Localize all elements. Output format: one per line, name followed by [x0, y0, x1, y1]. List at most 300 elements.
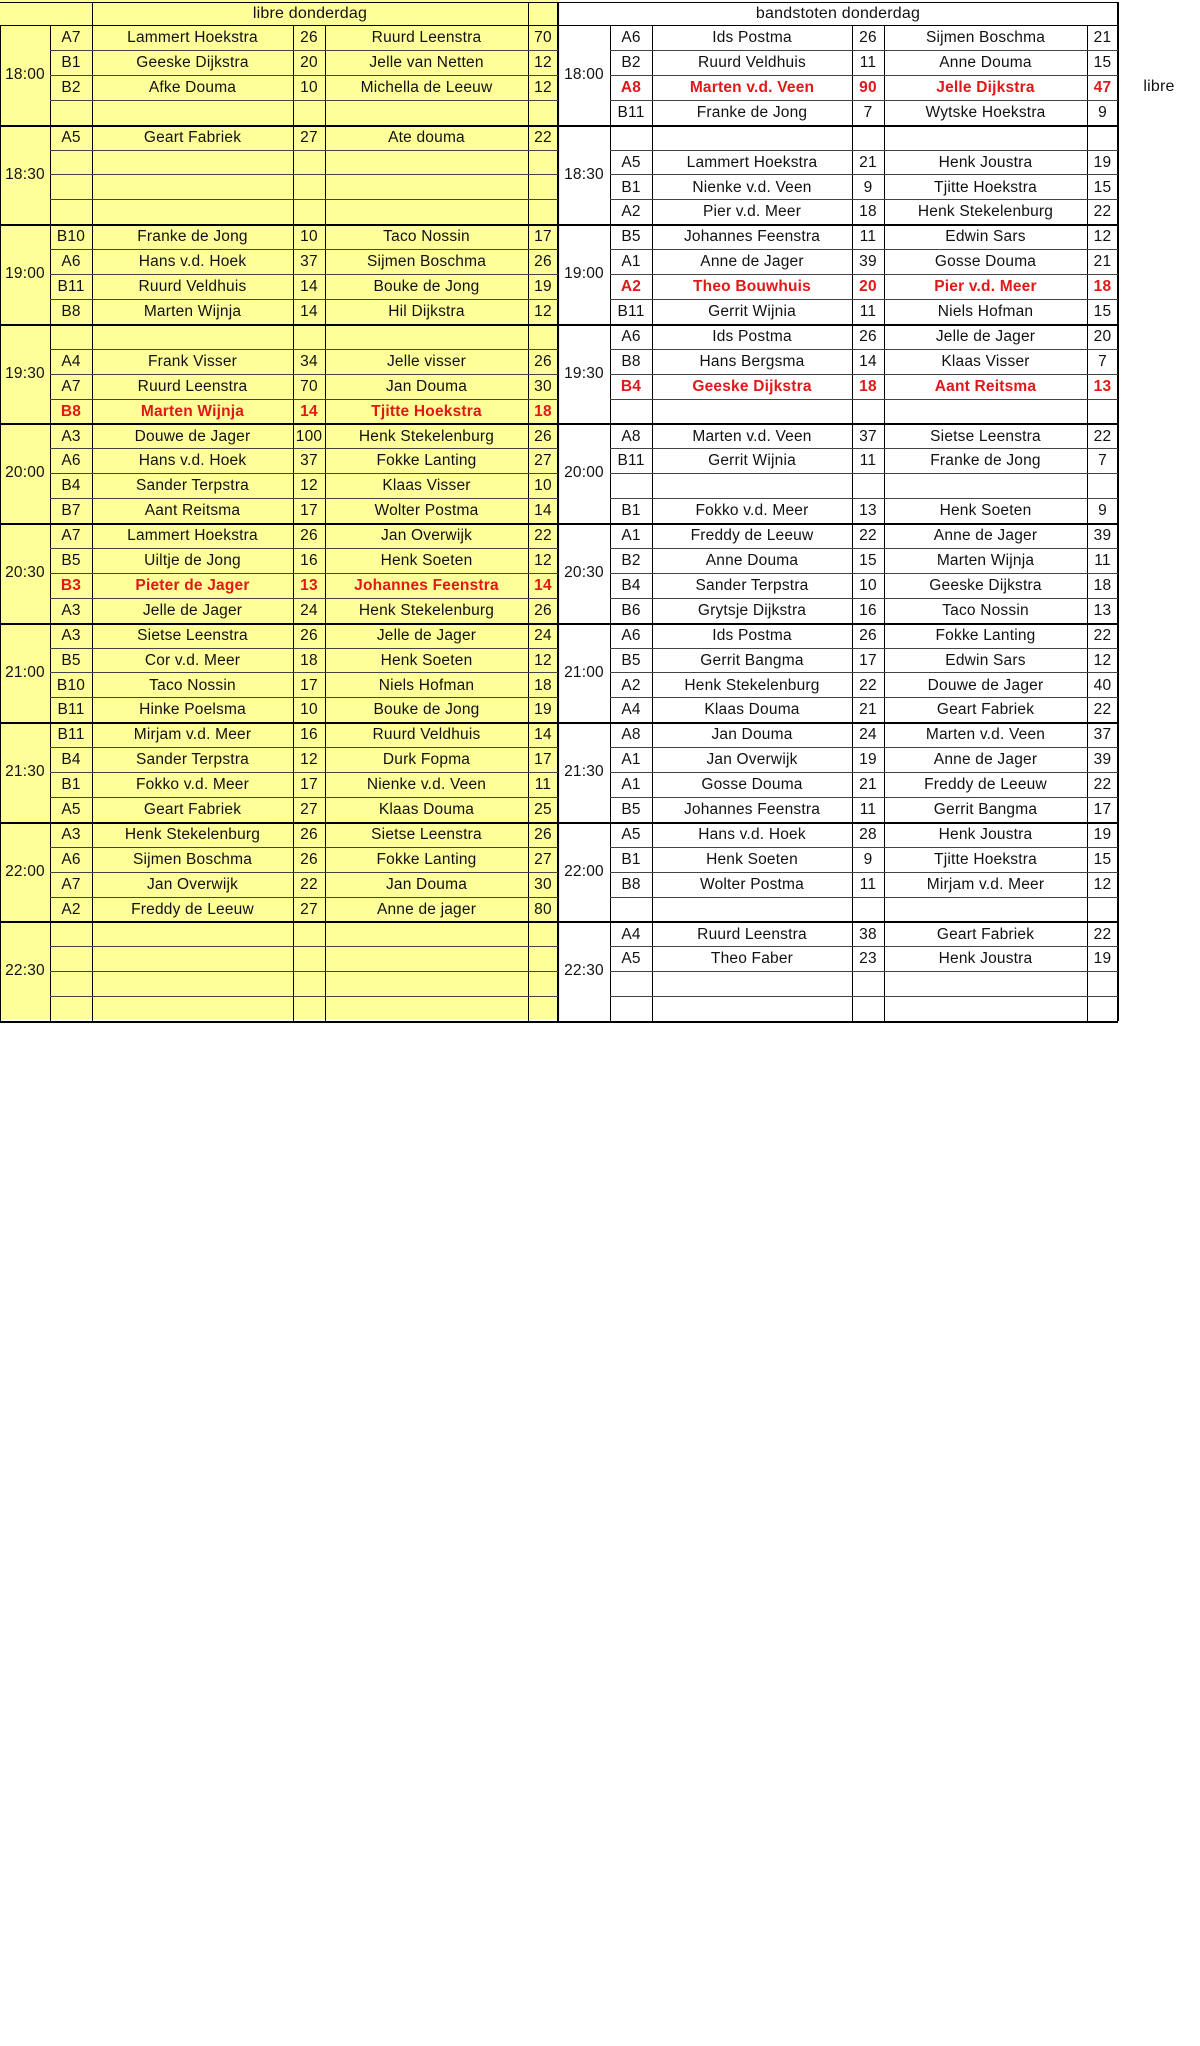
- grid-line: [610, 722, 1118, 724]
- player-two: Jelle van Netten: [369, 54, 484, 72]
- table-code: B2: [621, 552, 641, 570]
- player-two: Jelle visser: [386, 352, 467, 370]
- grid-line: [50, 648, 558, 649]
- player-two-score: 13: [1093, 601, 1112, 619]
- player-two-score: 14: [534, 726, 552, 744]
- player-two-score: 17: [534, 751, 552, 769]
- grid-line: [0, 423, 50, 425]
- player-two-score: 11: [534, 776, 552, 794]
- table-code: A4: [621, 925, 641, 943]
- player-one: Aant Reitsma: [144, 502, 241, 520]
- player-two-score: [1087, 473, 1118, 498]
- table-code: [50, 174, 92, 199]
- player-one: [92, 971, 293, 996]
- grid-line: [610, 324, 1118, 326]
- player-one-score: 17: [300, 776, 318, 794]
- player-two: Jan Overwijk: [380, 527, 473, 545]
- player-one-score: [293, 100, 325, 125]
- grid-line: [50, 150, 558, 151]
- player-one: Jan Overwijk: [706, 751, 798, 769]
- left-time-slot: 18:00: [5, 66, 45, 84]
- player-two: [325, 996, 528, 1021]
- grid-line: [50, 75, 558, 76]
- grid-line: [50, 548, 558, 549]
- player-two-score: 15: [1093, 850, 1112, 868]
- grid-line: [50, 473, 558, 474]
- table-code: B7: [61, 502, 81, 520]
- grid-line: [50, 50, 558, 51]
- player-two: Geart Fabriek: [936, 925, 1035, 943]
- player-one-score: 7: [863, 103, 873, 121]
- table-code: A6: [621, 327, 641, 345]
- table-code: A2: [621, 676, 641, 694]
- player-one-score: 16: [859, 601, 877, 619]
- table-code: B1: [621, 502, 641, 520]
- grid-line: [50, 125, 558, 127]
- player-two: Henk Joustra: [938, 153, 1033, 171]
- player-one: Lammert Hoekstra: [127, 29, 258, 47]
- player-one: Ruurd Leenstra: [697, 925, 807, 943]
- player-two: Fokke Lanting: [376, 452, 477, 470]
- player-one-score: 14: [300, 303, 318, 321]
- table-code: A6: [61, 253, 81, 271]
- player-one: Franke de Jong: [137, 228, 248, 246]
- player-one-score: 70: [300, 377, 318, 395]
- table-code: B11: [617, 303, 645, 321]
- player-one-score: [852, 473, 884, 498]
- player-one-score: [293, 971, 325, 996]
- player-one-score: 26: [859, 29, 877, 47]
- player-one-score: 21: [859, 701, 877, 719]
- table-code: A6: [621, 626, 641, 644]
- table-code: A8: [621, 726, 641, 744]
- player-two-score: 26: [534, 352, 552, 370]
- player-two-score: 15: [1093, 178, 1112, 196]
- player-two-score: [528, 946, 558, 971]
- table-code: [610, 399, 652, 424]
- player-one: [92, 174, 293, 199]
- table-code: B11: [57, 701, 85, 719]
- player-one: Sijmen Boschma: [132, 850, 253, 868]
- grid-line: [50, 697, 558, 698]
- player-one-score: 22: [300, 875, 318, 893]
- table-code: B4: [620, 377, 642, 395]
- player-two: Fokke Lanting: [376, 850, 477, 868]
- player-one: [92, 946, 293, 971]
- player-two-score: [528, 921, 558, 946]
- player-one: Marten v.d. Veen: [689, 78, 815, 96]
- grid-line: [50, 672, 558, 673]
- player-two: Bouke de Jong: [373, 701, 480, 719]
- table-code: A5: [61, 128, 81, 146]
- player-one: Sietse Leenstra: [137, 626, 248, 644]
- player-one-score: 11: [859, 228, 877, 246]
- table-code: B11: [617, 452, 645, 470]
- player-two: Jelle Dijkstra: [936, 78, 1035, 96]
- player-two: Marten v.d. Veen: [925, 726, 1046, 744]
- player-two: Tjitte Hoekstra: [371, 402, 482, 420]
- grid-line: [50, 971, 558, 972]
- table-code: B10: [56, 228, 86, 246]
- right-highlight-row: [0, 2038, 508, 2046]
- player-one-score: [293, 921, 325, 946]
- table-code: A7: [61, 875, 81, 893]
- table-code: A2: [61, 900, 81, 918]
- grid-line: [610, 623, 1118, 625]
- table-code: A4: [61, 352, 81, 370]
- grid-line: [557, 2, 559, 1021]
- player-one: [652, 897, 852, 922]
- player-two: Ruurd Veldhuis: [372, 726, 481, 744]
- player-one-score: [293, 150, 325, 175]
- grid-line: [50, 847, 558, 848]
- player-two-score: 22: [1093, 776, 1112, 794]
- player-one: [652, 399, 852, 424]
- player-one: Nienke v.d. Veen: [692, 178, 812, 196]
- right-time-slot: 18:30: [564, 165, 604, 183]
- player-two: [884, 897, 1087, 922]
- player-two: [884, 473, 1087, 498]
- table-code: B1: [61, 776, 81, 794]
- player-two: Fokke Lanting: [935, 626, 1036, 644]
- player-two-score: 22: [1093, 925, 1112, 943]
- grid-line: [610, 697, 1118, 698]
- grid-line: [610, 598, 1118, 599]
- grid-line: [0, 822, 50, 824]
- player-two: [325, 150, 528, 175]
- table-code: B5: [621, 801, 641, 819]
- grid-line: [610, 946, 1118, 947]
- player-one-score: 37: [300, 452, 318, 470]
- table-code: B11: [57, 726, 85, 744]
- table-code: [610, 897, 652, 922]
- player-one: Pier v.d. Meer: [702, 203, 802, 221]
- player-two: [884, 996, 1087, 1021]
- player-two: Geeske Dijkstra: [929, 576, 1042, 594]
- table-code: A5: [621, 950, 641, 968]
- player-two-score: 19: [1093, 825, 1112, 843]
- player-one-score: 12: [300, 751, 318, 769]
- grid-line: [610, 548, 1118, 549]
- grid-line: [0, 523, 50, 525]
- player-one: Ids Postma: [712, 327, 792, 345]
- player-two-score: 18: [1093, 576, 1112, 594]
- player-two-score: 12: [534, 54, 552, 72]
- grid-line: [0, 722, 50, 724]
- right-time-slot: 20:00: [564, 464, 604, 482]
- table-code: [610, 971, 652, 996]
- player-one-score: [852, 125, 884, 150]
- player-one-score: 21: [859, 776, 877, 794]
- player-one: [652, 971, 852, 996]
- player-one: Taco Nossin: [149, 676, 236, 694]
- player-one: [92, 199, 293, 224]
- player-one-score: 21: [859, 153, 877, 171]
- player-one: Marten Wijnja: [143, 303, 242, 321]
- grid-line: [50, 274, 558, 275]
- player-one-score: 17: [300, 676, 318, 694]
- player-two: Michella de Leeuw: [360, 78, 493, 96]
- player-two: Henk Stekelenburg: [358, 427, 495, 445]
- player-one: Hinke Poelsma: [139, 701, 246, 719]
- player-one: [92, 921, 293, 946]
- player-one-score: 9: [863, 850, 873, 868]
- player-two-score: [1087, 897, 1118, 922]
- player-two-score: [528, 324, 558, 349]
- player-two: [884, 971, 1087, 996]
- grid-line: [610, 125, 1118, 127]
- table-code: A7: [61, 527, 81, 545]
- player-one-score: 16: [300, 726, 318, 744]
- grid-line: [610, 249, 1118, 250]
- table-code: A3: [61, 626, 81, 644]
- player-two: Anne Douma: [939, 54, 1032, 72]
- grid-line: [610, 150, 1118, 151]
- grid-line: [610, 423, 1118, 425]
- player-two-score: 22: [1093, 427, 1112, 445]
- player-two-score: 40: [1093, 676, 1112, 694]
- player-one-score: 14: [300, 278, 318, 296]
- player-two-score: 9: [1098, 103, 1107, 121]
- player-one-score: 19: [859, 751, 877, 769]
- grid-line: [610, 672, 1118, 673]
- grid-line: [50, 199, 558, 200]
- grid-line: [610, 847, 1118, 848]
- table-code: [610, 996, 652, 1021]
- table-code: B11: [617, 103, 645, 121]
- player-two-score: 11: [1094, 552, 1111, 570]
- grid-line: [610, 274, 1118, 275]
- table-code: B5: [621, 228, 641, 246]
- player-two: Jan Douma: [385, 377, 468, 395]
- player-one-score: [293, 946, 325, 971]
- table-code: A2: [621, 203, 641, 221]
- table-code: [50, 100, 92, 125]
- player-one-score: 27: [300, 128, 318, 146]
- player-two: Tjitte Hoekstra: [934, 178, 1037, 196]
- player-two-score: 37: [1093, 726, 1112, 744]
- table-code: A8: [621, 427, 641, 445]
- player-two: Douwe de Jager: [927, 676, 1044, 694]
- grid-line: [50, 174, 558, 175]
- table-code: B8: [621, 352, 641, 370]
- table-code: [50, 996, 92, 1021]
- player-two: Jan Douma: [385, 875, 468, 893]
- libre-background: [0, 1019, 558, 2038]
- player-two-score: 19: [1093, 950, 1112, 968]
- player-two: Anne de Jager: [933, 751, 1038, 769]
- grid-line: [610, 224, 1118, 226]
- player-two: Niels Hofman: [378, 676, 475, 694]
- player-two-score: 14: [534, 502, 552, 520]
- player-two: Henk Stekelenburg: [358, 601, 495, 619]
- player-two-score: 13: [1093, 377, 1112, 395]
- player-two: [325, 946, 528, 971]
- player-two-score: [528, 150, 558, 175]
- table-code: B8: [60, 402, 82, 420]
- player-one-score: 11: [859, 801, 877, 819]
- grid-line: [610, 498, 1118, 499]
- left-time-slot: 22:00: [5, 862, 45, 880]
- player-two-score: 24: [534, 626, 552, 644]
- player-one: Gerrit Wijnia: [708, 452, 796, 470]
- player-two: [325, 971, 528, 996]
- player-one: Wolter Postma: [700, 875, 804, 893]
- grid-line: [50, 399, 558, 400]
- player-two: Freddy de Leeuw: [924, 776, 1047, 794]
- player-two-score: 22: [1093, 203, 1112, 221]
- table-code: A5: [621, 825, 641, 843]
- player-one: Geeske Dijkstra: [692, 377, 812, 395]
- player-one: Geeske Dijkstra: [136, 54, 249, 72]
- grid-line: [558, 623, 610, 625]
- table-code: B8: [61, 303, 81, 321]
- grid-line: [0, 921, 50, 923]
- player-two-score: 18: [1093, 278, 1112, 296]
- grid-line: [558, 722, 610, 724]
- player-two: Wolter Postma: [374, 502, 479, 520]
- table-code: [610, 473, 652, 498]
- player-two-score: 15: [1093, 54, 1112, 72]
- player-two: Sietse Leenstra: [930, 427, 1041, 445]
- player-one-score: 23: [859, 950, 877, 968]
- player-one-score: 26: [300, 850, 318, 868]
- grid-line: [610, 971, 1118, 972]
- player-two: Jelle de Jager: [935, 327, 1036, 345]
- left-time-slot: 19:00: [5, 265, 45, 283]
- player-one-score: 11: [859, 54, 877, 72]
- player-one-score: 26: [859, 626, 877, 644]
- player-two-score: 19: [1093, 153, 1112, 171]
- grid-line: [50, 623, 558, 625]
- player-two: Franke de Jong: [930, 452, 1041, 470]
- table-code: B5: [61, 651, 81, 669]
- grid-line: [50, 822, 558, 824]
- right-time-slot: 22:30: [564, 962, 604, 980]
- player-one-score: [293, 174, 325, 199]
- player-one: Jan Douma: [711, 726, 793, 744]
- grid-line: [610, 75, 1118, 76]
- player-two-score: 17: [1093, 801, 1112, 819]
- table-code: A4: [621, 701, 641, 719]
- table-code: A6: [61, 452, 81, 470]
- grid-line: [558, 921, 610, 923]
- table-code: B6: [621, 601, 641, 619]
- left-time-slot: 18:30: [5, 165, 45, 183]
- table-code: A7: [61, 377, 81, 395]
- player-one-score: 14: [859, 352, 877, 370]
- player-two: [325, 921, 528, 946]
- table-code: B2: [621, 54, 641, 72]
- player-two-score: 70: [534, 29, 552, 47]
- player-one-score: 20: [300, 54, 318, 72]
- player-one-score: 17: [300, 502, 318, 520]
- left-time-slot: 19:30: [5, 364, 45, 382]
- grid-line: [1117, 2, 1119, 1021]
- table-code: A6: [621, 29, 641, 47]
- player-one: [92, 324, 293, 349]
- player-one-score: 22: [859, 527, 877, 545]
- player-one: Lammert Hoekstra: [686, 153, 818, 171]
- player-one-score: [852, 996, 884, 1021]
- player-two: Klaas Visser: [941, 352, 1030, 370]
- grid-line: [610, 921, 1118, 923]
- player-one-score: 11: [859, 875, 877, 893]
- player-one-score: 18: [859, 377, 877, 395]
- table-code: [50, 971, 92, 996]
- grid-line: [50, 747, 558, 748]
- player-two-score: 27: [534, 850, 552, 868]
- player-one-score: 18: [300, 651, 318, 669]
- right-time-slot: 21:00: [564, 663, 604, 681]
- player-one: Mirjam v.d. Meer: [133, 726, 252, 744]
- player-one-score: 10: [300, 701, 318, 719]
- player-one-score: 37: [300, 253, 318, 271]
- grid-line: [50, 349, 558, 350]
- player-one-score: 18: [859, 203, 877, 221]
- player-one: Cor v.d. Meer: [144, 651, 241, 669]
- player-one: Freddy de Leeuw: [131, 900, 254, 918]
- player-two-score: [528, 100, 558, 125]
- side-label-libre: libre: [1143, 78, 1175, 96]
- player-one: Hans Bergsma: [699, 352, 805, 370]
- player-two: [884, 125, 1087, 150]
- grid-line: [50, 448, 558, 449]
- player-two: Henk Soeten: [380, 552, 473, 570]
- table-code: [50, 921, 92, 946]
- grid-line: [50, 772, 558, 773]
- grid-line: [50, 100, 558, 101]
- grid-line: [0, 125, 50, 127]
- table-code: B4: [621, 576, 641, 594]
- right-time-slot: 19:30: [564, 364, 604, 382]
- player-one: Geart Fabriek: [143, 128, 242, 146]
- player-one-score: 34: [300, 352, 318, 370]
- player-two: Ate douma: [388, 128, 465, 146]
- player-one: Sander Terpstra: [695, 576, 809, 594]
- player-two-score: 12: [534, 303, 552, 321]
- left-time-slot: 20:00: [5, 464, 45, 482]
- table-code: B3: [60, 576, 82, 594]
- player-two: Klaas Douma: [378, 801, 475, 819]
- player-one: [652, 473, 852, 498]
- table-code: A5: [61, 801, 81, 819]
- player-one-score: 100: [295, 427, 323, 445]
- player-two-score: 22: [534, 128, 552, 146]
- player-one: Henk Stekelenburg: [124, 825, 261, 843]
- player-two-score: 18: [534, 402, 552, 420]
- player-one: Ids Postma: [712, 626, 792, 644]
- grid-line: [610, 648, 1118, 649]
- table-code: B8: [621, 875, 641, 893]
- table-code: [50, 324, 92, 349]
- player-one: Ids Postma: [712, 29, 792, 47]
- table-code: A3: [61, 825, 81, 843]
- player-two: Sietse Leenstra: [371, 825, 482, 843]
- grid-line: [50, 523, 558, 525]
- player-one: [652, 125, 852, 150]
- player-two: Henk Joustra: [938, 825, 1033, 843]
- player-one: Uiltje de Jong: [144, 552, 241, 570]
- grid-line: [0, 623, 50, 625]
- table-code: B5: [61, 552, 81, 570]
- grid-line: [0, 224, 50, 226]
- grid-line: [558, 523, 610, 525]
- player-one-score: 37: [859, 427, 877, 445]
- player-one: Marten Wijnja: [140, 402, 245, 420]
- player-two: Anne de Jager: [933, 527, 1038, 545]
- grid-line: [50, 423, 558, 425]
